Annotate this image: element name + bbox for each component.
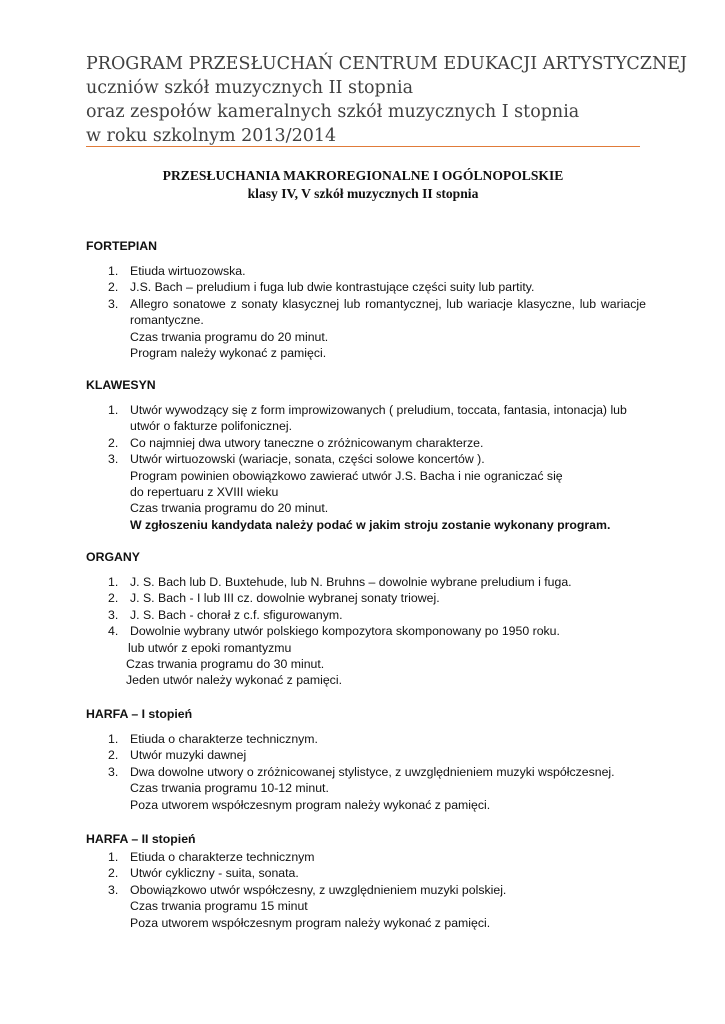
item-text: Allegro sonatowe z sonaty klasycznej lub romantycznej, lub wariacje klasyczne, lub wariacje romantyczne. [130, 296, 646, 328]
list-item [86, 435, 646, 451]
note-text: Program powinien obowiązkowo zawierać utwór J.S. Bacha i nie ograniczać się [130, 468, 563, 483]
list-item [86, 849, 646, 865]
header-divider [86, 146, 640, 147]
header-title-line-4: w roku szkolnym 2013/2014 [86, 126, 337, 146]
item-number: 1. [108, 850, 119, 864]
document-header [86, 52, 688, 148]
item-number: 1. [108, 403, 119, 417]
item-text: Etiuda o charakterze technicznym [130, 850, 315, 864]
item-text: Dowolnie wybrany utwór polskiego kompozytora skomponowany po 1950 roku. [130, 624, 560, 639]
list-item [86, 747, 646, 763]
section-fortepian [86, 238, 646, 361]
subtitle-line-2: klasy IV, V szkół muzycznych II stopnia [247, 186, 479, 201]
item-number: 2. [108, 435, 119, 450]
item-text: Utwór wirtuozowski (wariacje, sonata, części solowe koncertów ). [130, 452, 485, 467]
item-number: 3. [108, 452, 119, 467]
item-number: 1. [108, 732, 119, 746]
section-title: ORGANY [86, 550, 140, 564]
list-item [86, 882, 646, 898]
list-item [86, 590, 646, 606]
item-number: 3. [108, 882, 119, 897]
item-number: 2. [108, 280, 119, 295]
list-item [86, 764, 646, 780]
item-number: 1. [108, 575, 119, 589]
bold-note-text: W zgłoszeniu kandydata należy podać w jakim stroju zostanie wykonany program. [130, 517, 611, 532]
item-text: J. S. Bach lub D. Buxtehude, lub N. Bruhns – dowolnie wybrane preludium i fuga. [130, 575, 572, 589]
note-text: lub utwór z epoki romantyzmu [128, 640, 292, 655]
item-number: 2. [108, 748, 119, 763]
item-number: 3. [108, 296, 119, 311]
note-text: Program należy wykonać z pamięci. [130, 346, 327, 361]
section-harfa-2 [86, 831, 646, 931]
list-item [86, 279, 646, 295]
list-item [86, 865, 646, 881]
section-organy [86, 549, 646, 689]
note-text: Poza utworem współczesnym program należy wykonać z pamięci. [130, 797, 491, 812]
list-item [86, 623, 646, 639]
item-text: Obowiązkowo utwór współczesny, z uwzględnieniem muzyki polskiej. [130, 882, 507, 897]
list-item [86, 574, 646, 590]
item-text: J.S. Bach – preludium i fuga lub dwie kontrastujące części suity lub partity. [130, 280, 535, 295]
item-number: 3. [108, 607, 119, 622]
item-text: Etiuda o charakterze technicznym. [130, 732, 318, 746]
item-number: 1. [108, 264, 119, 278]
section-title: HARFA – II stopień [86, 832, 196, 846]
note-text: Czas trwania programu do 20 minut. [130, 501, 329, 516]
section-title: KLAWESYN [86, 378, 156, 392]
item-text: Utwór muzyki dawnej [130, 748, 247, 763]
list-item [86, 607, 646, 623]
list-item [86, 451, 646, 467]
item-text: J. S. Bach - I lub III cz. dowolnie wybranej sonaty triowej. [130, 591, 440, 606]
subtitle-line-1: PRZESŁUCHANIA MAKROREGIONALNE I OGÓLNOPOLSKIE [162, 168, 564, 183]
list-item [86, 402, 646, 435]
note-text: Czas trwania programu do 30 minut. [126, 657, 325, 672]
note-text: Poza utworem współczesnym program należy wykonać z pamięci. [130, 915, 491, 930]
header-title-line-1: PROGRAM PRZESŁUCHAŃ CENTRUM EDUKACJI ARTYSTYCZNEJ [86, 54, 688, 74]
section-title: FORTEPIAN [86, 239, 158, 253]
list-item [86, 263, 646, 279]
note-text: do repertuaru z XVIII wieku [130, 485, 279, 500]
item-number: 3. [108, 764, 119, 779]
section-harfa-1 [86, 706, 646, 813]
item-number: 2. [108, 866, 119, 881]
note-text: Jeden utwór należy wykonać z pamięci. [126, 673, 342, 688]
item-text: Utwór wywodzący się z form improwizowanych ( preludium, toccata, fantasia, intonacja) lub utwór o fakturze polifonicznej. [130, 403, 627, 434]
item-text: Dwa dowolne utwory o zróżnicowanej stylistyce, z uwzględnieniem muzyki współczesnej. [130, 764, 615, 779]
note-text: Czas trwania programu 15 minut [130, 899, 308, 914]
header-title-line-2: uczniów szkół muzycznych II stopnia [86, 78, 414, 98]
list-item [86, 731, 646, 747]
section-title: HARFA – I stopień [86, 707, 193, 721]
item-number: 4. [108, 624, 119, 639]
document-subtitle [86, 167, 640, 203]
list-item [86, 296, 646, 329]
section-klawesyn [86, 377, 646, 533]
note-text: Czas trwania programu do 20 minut. [130, 329, 329, 344]
note-text: Czas trwania programu 10-12 minut. [130, 781, 329, 796]
item-text: Etiuda wirtuozowska. [130, 264, 246, 278]
item-number: 2. [108, 591, 119, 606]
item-text: Co najmniej dwa utwory taneczne o zróżnicowanym charakterze. [130, 435, 484, 450]
item-text: Utwór cykliczny - suita, sonata. [130, 866, 299, 881]
header-title-line-3: oraz zespołów kameralnych szkół muzycznych I stopnia [86, 102, 580, 122]
item-text: J. S. Bach - chorał z c.f. sfigurowanym. [130, 607, 343, 622]
